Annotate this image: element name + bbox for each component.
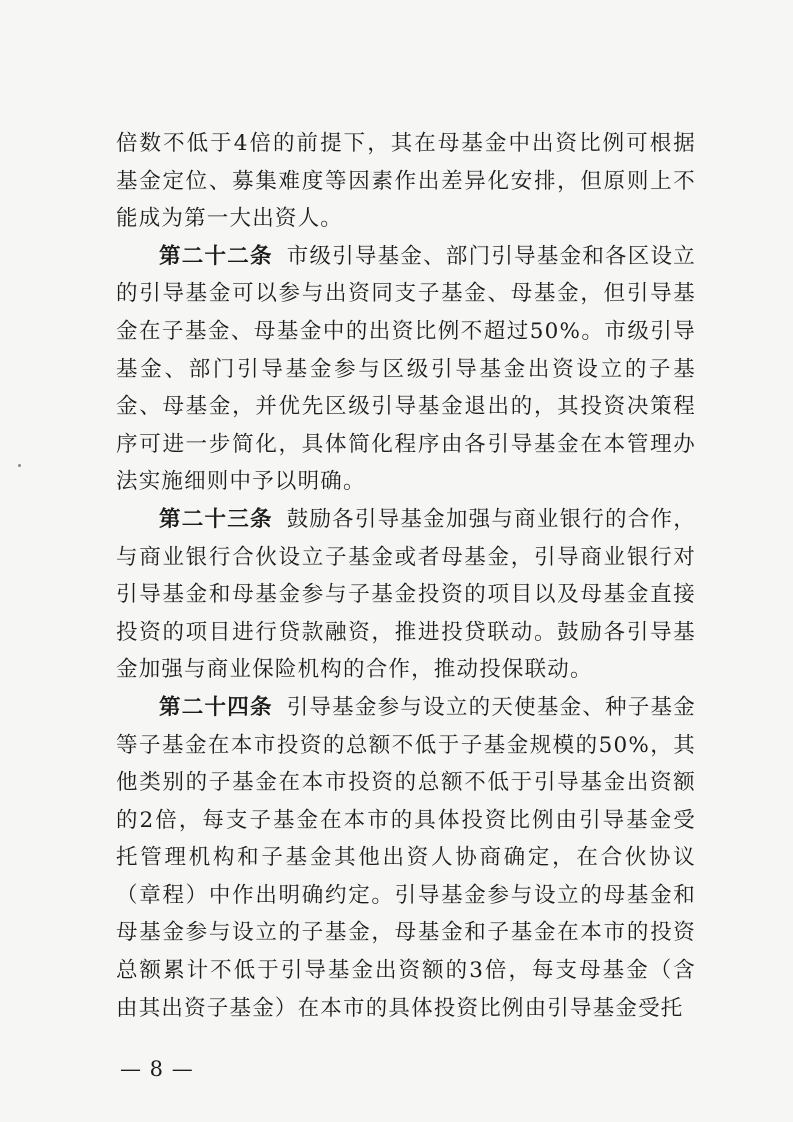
- article-heading: 第二十二条: [159, 243, 273, 269]
- paragraph-text: 鼓励各引导基金加强与商业银行的合作，与商业银行合伙设立子基金或者母基金，引导商业银行对引导基金和母基金参与子基金投资的项目以及母基金直接投资的项目进行贷款融资，推进投贷联动。鼓励各引导基金加强与商业保险机构的合作，推动投保联动。: [116, 506, 696, 683]
- paragraph-article-22: [116, 238, 696, 501]
- paragraph-text: 倍数不低于4倍的前提下，其在母基金中出资比例可根据基金定位、募集难度等因素作出差异化安排，但原则上不能成为第一大出资人。: [116, 131, 696, 232]
- article-heading: 第二十四条: [159, 694, 273, 720]
- scan-speck: [18, 464, 21, 467]
- paragraph-continuation: [116, 125, 696, 238]
- paragraph-article-24: [116, 689, 696, 1027]
- paragraph-text: 引导基金参与设立的天使基金、种子基金等子基金在本市投资的总额不低于子基金规模的50%，其他类别的子基金在本市投资的总额不低于引导基金出资额的2倍，每支子基金在本市的具体投资比例由引导基金受托管理机构和子基金其他出资人协商确定，在合伙协议（章程）中作出明确约定。引导基金参与设立的母基金和母基金参与设立的子基金，母基金和子基金在本市的投资总额累计不低于引导基金出资额的3倍，每支母基金（含由其出资子基金）在本市的具体投资比例由引导基金受托: [116, 694, 696, 1021]
- article-heading: 第二十三条: [159, 506, 273, 532]
- paragraph-article-23: [116, 501, 696, 689]
- page-number: — 8 —: [120, 1057, 194, 1081]
- paragraph-text: 市级引导基金、部门引导基金和各区设立的引导基金可以参与出资同支子基金、母基金，但引导基金在子基金、母基金中的出资比例不超过50%。市级引导基金、部门引导基金参与区级引导基金出资设立的子基金、母基金，并优先区级引导基金退出的，其投资决策程序可进一步简化，具体简化程序由各引导基金在本管理办法实施细则中予以明确。: [116, 243, 696, 495]
- body-text: [116, 125, 696, 1027]
